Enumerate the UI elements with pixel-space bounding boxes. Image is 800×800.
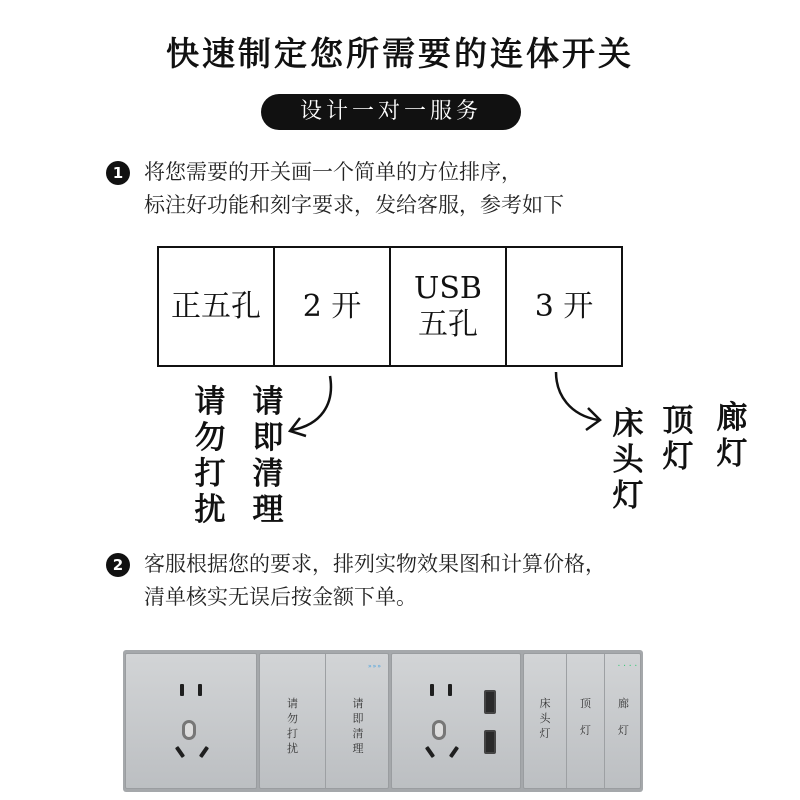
label-char: 廊 — [618, 697, 629, 710]
sketch-cell-text: 正五孔 — [171, 288, 261, 324]
note-ceiling-light: 顶灯 — [662, 403, 694, 475]
label-char: 头 — [539, 712, 551, 725]
label-char: 灯 — [618, 724, 629, 737]
label-char: 理 — [352, 742, 364, 755]
label-char: 请 — [287, 697, 298, 710]
usb-port-icon — [484, 690, 496, 714]
step-2-line-2: 清单核实无误后按金额下单。 — [144, 585, 417, 609]
label-char: 请 — [352, 697, 364, 710]
step-2 — [110, 548, 606, 614]
switch-label — [605, 696, 642, 738]
service-badge: 设计一对一服务 — [261, 94, 521, 130]
sketch-cell-text: USB — [414, 270, 482, 306]
two-gang-switch — [259, 653, 389, 789]
switch-label — [260, 696, 325, 756]
switch-key-bedside-light — [524, 654, 566, 788]
label-char: 扰 — [287, 742, 298, 755]
note-please-clean: 请即清理 — [252, 384, 284, 528]
indicator-icon: »»» — [367, 663, 382, 670]
note-corridor-light: 廊灯 — [716, 400, 748, 472]
label-char: 打 — [287, 727, 298, 740]
step-2-line-1: 客服根据您的要求，排列实物效果图和计算价格， — [144, 552, 606, 576]
sketch-cell-text: 3 开 — [534, 288, 594, 324]
note-do-not-disturb: 请勿打扰 — [194, 384, 226, 528]
switch-label — [326, 696, 390, 756]
three-gang-switch — [523, 653, 641, 789]
step-1-line-2: 标注好功能和刻字要求，发给客服，参考如下 — [144, 193, 564, 217]
label-char: 灯 — [539, 727, 551, 740]
switch-key-ceiling-light — [566, 654, 604, 788]
label-char: 灯 — [580, 724, 591, 737]
label-char: 即 — [352, 712, 364, 725]
page-title: 快速制定您所需要的连体开关 — [166, 34, 634, 73]
product-render-panel — [123, 650, 643, 792]
indicator-icon: • • • • — [617, 663, 638, 668]
switch-label — [524, 696, 566, 741]
step-1-line-1: 将您需要的开关画一个简单的方位排序， — [144, 160, 522, 184]
label-char: 床 — [539, 697, 551, 710]
switch-key-do-not-disturb — [260, 654, 325, 788]
sketch-cell-text: 五孔 — [417, 306, 478, 342]
step-number-1: 1 — [106, 161, 130, 185]
sketch-cell-text: 2 开 — [302, 288, 362, 324]
note-bedside-light: 床头灯 — [612, 406, 644, 514]
switch-key-corridor-light — [604, 654, 642, 788]
step-number-2: 2 — [106, 553, 130, 577]
usb-five-hole-socket — [391, 653, 521, 789]
switch-label — [567, 696, 604, 738]
label-char: 顶 — [580, 697, 591, 710]
switch-key-please-clean — [325, 654, 390, 788]
label-char: 勿 — [287, 712, 298, 725]
label-char: 清 — [352, 727, 364, 740]
usb-port-icon — [484, 730, 496, 754]
five-hole-socket — [125, 653, 257, 789]
